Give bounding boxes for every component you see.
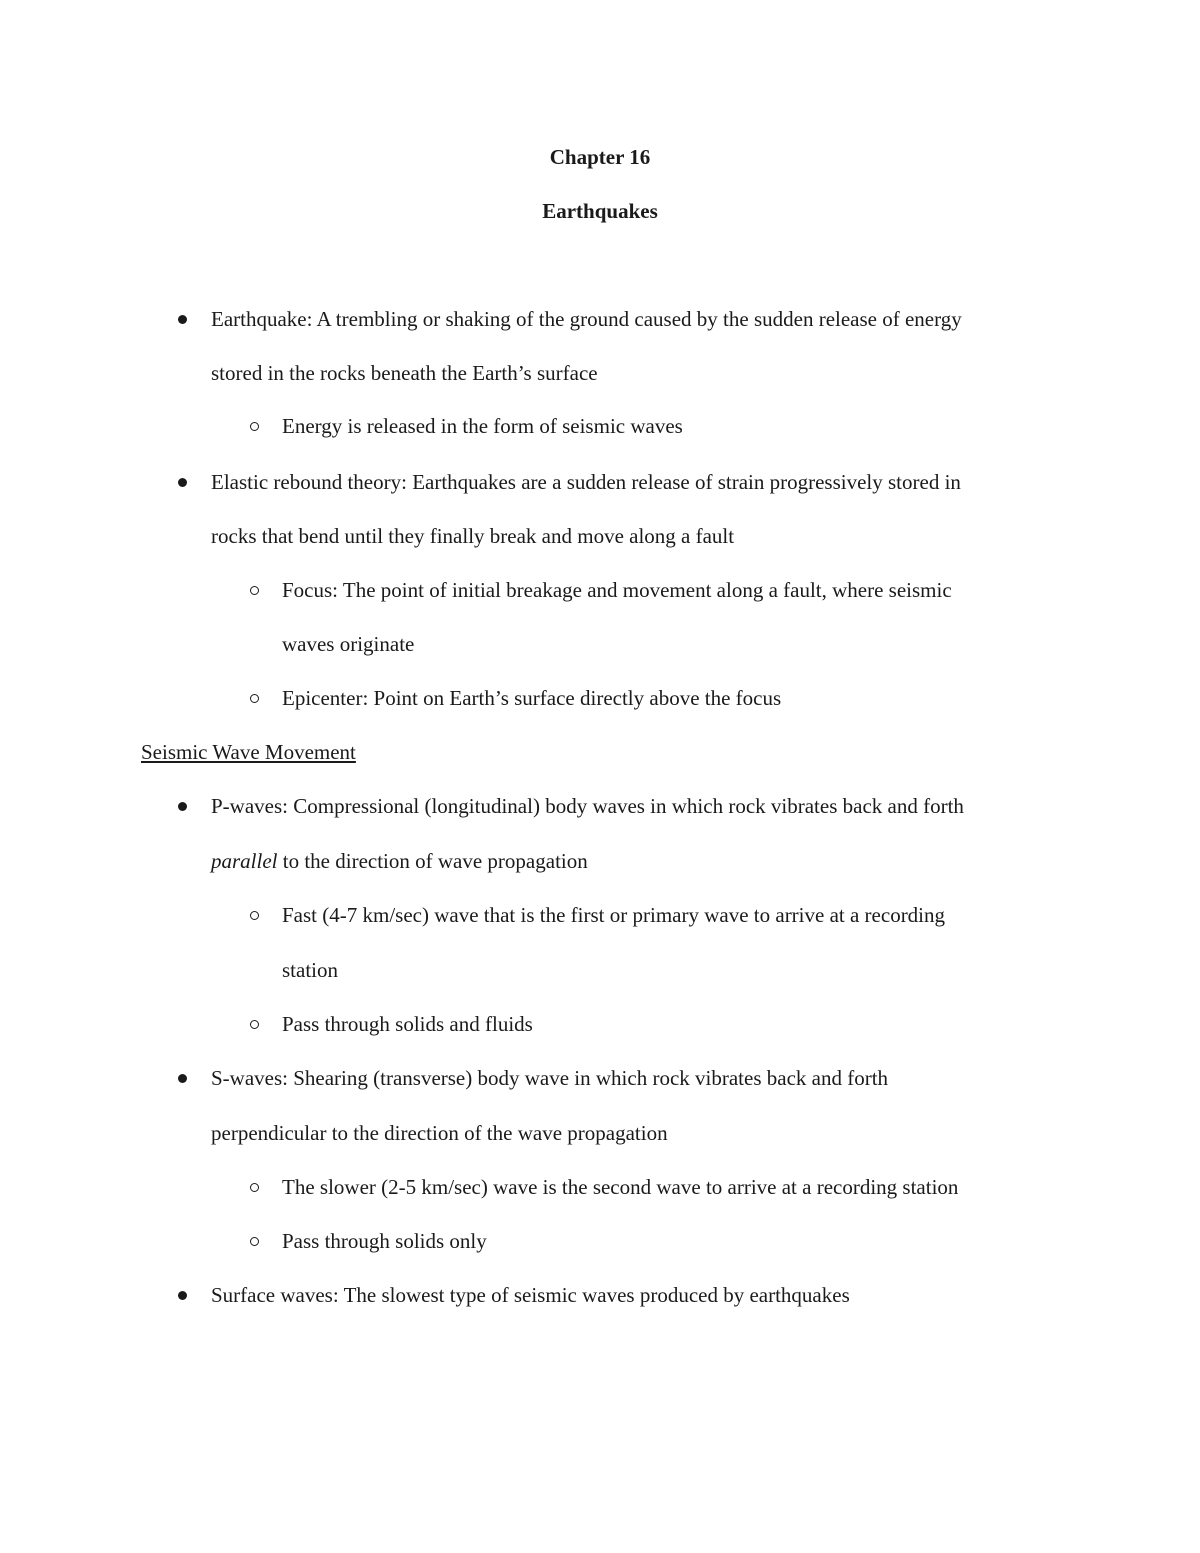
p-fast-item-cont: station — [282, 958, 338, 982]
energy-release-item: Energy is released in the form of seismic waves — [282, 414, 683, 438]
bullet-circle-icon — [250, 586, 259, 595]
s-waves-item-cont: perpendicular to the direction of the wave propagation — [211, 1121, 668, 1145]
s-waves-item: S-waves: Shearing (transverse) body wave in which rock vibrates back and forth — [211, 1066, 889, 1090]
section-heading: Seismic Wave Movement — [141, 740, 356, 764]
bullet-disc-icon — [178, 478, 187, 487]
bullet-circle-icon — [250, 911, 259, 920]
p-pass-item: Pass through solids and fluids — [282, 1012, 533, 1036]
epicenter-item: Epicenter: Point on Earth’s surface directly above the focus — [282, 686, 782, 710]
focus-item-cont: waves originate — [282, 632, 415, 656]
earthquake-definition-cont: stored in the rocks beneath the Earth’s surface — [211, 361, 598, 385]
chapter-heading: Chapter 16 — [549, 145, 651, 169]
p-waves-cont-text: to the direction of wave propagation — [277, 849, 588, 873]
elastic-rebound-cont: rocks that bend until they finally break and move along a fault — [211, 524, 735, 548]
p-fast-item: Fast (4-7 km/sec) wave that is the first or primary wave to arrive at a recording — [282, 903, 946, 927]
earthquake-definition: Earthquake: A trembling or shaking of the ground caused by the sudden release of energy — [211, 307, 962, 331]
surface-waves-item: Surface waves: The slowest type of seismic waves produced by earthquakes — [211, 1283, 850, 1307]
bullet-disc-icon — [178, 1291, 187, 1300]
s-pass-item: Pass through solids only — [282, 1229, 487, 1253]
elastic-rebound-item: Elastic rebound theory: Earthquakes are a sudden release of strain progressively stored in — [211, 470, 961, 494]
bullet-circle-icon — [250, 422, 259, 431]
document-title: Earthquakes — [542, 199, 658, 223]
bullet-circle-icon — [250, 694, 259, 703]
emphasis-parallel: parallel — [211, 849, 278, 873]
bullet-disc-icon — [178, 802, 187, 811]
s-slower-item: The slower (2-5 km/sec) wave is the second wave to arrive at a recording station — [282, 1175, 959, 1199]
focus-item: Focus: The point of initial breakage and movement along a fault, where seismic — [282, 578, 952, 602]
p-waves-item-cont — [211, 848, 588, 874]
bullet-circle-icon — [250, 1020, 259, 1029]
bullet-circle-icon — [250, 1183, 259, 1192]
bullet-disc-icon — [178, 1074, 187, 1083]
p-waves-item: P-waves: Compressional (longitudinal) body waves in which rock vibrates back and forth — [211, 794, 964, 818]
bullet-disc-icon — [178, 315, 187, 324]
bullet-circle-icon — [250, 1237, 259, 1246]
